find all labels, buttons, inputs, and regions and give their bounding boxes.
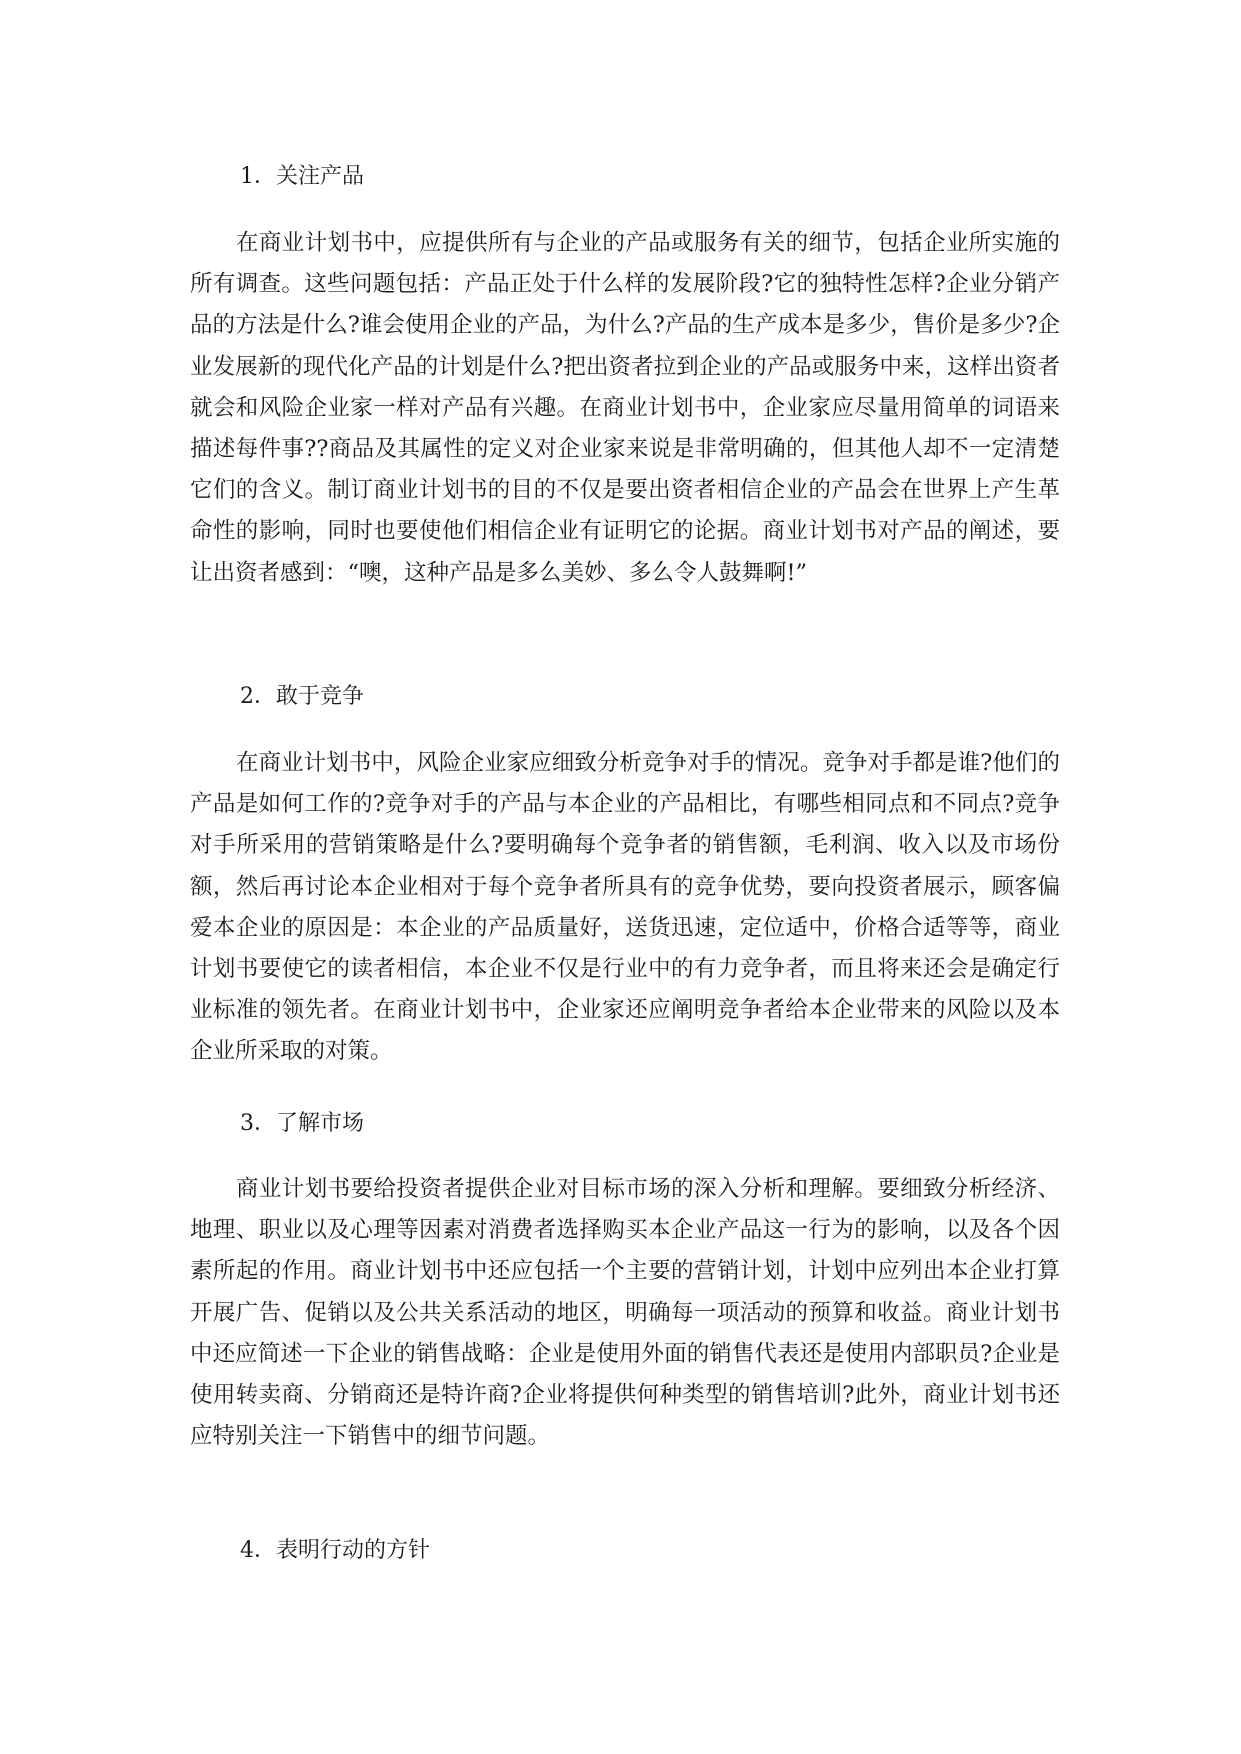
section-body-3: 商业计划书要给投资者提供企业对目标市场的深入分析和理解。要细致分析经济、地理、职业以及心理等因素对消费者选择购买本企业产品这一行为的影响，以及各个因素所起的作用。商业计划书中还应包括一个主要的营销计划，计划中应列出本企业打算开展广告、促销以及公共关系活动的地区，明确每一项活动的预算和收益。商业计划书中还应简述一下企业的销售战略：企业是使用外面的销售代表还是使用内部职员?企业是使用转卖商、分销商还是特许商?企业将提供何种类型的销售培训?此外，商业计划书还应特别关注一下销售中的细节问题。 — [190, 1176, 1060, 1450]
section-body-2: 在商业计划书中，风险企业家应细致分析竞争对手的情况。竞争对手都是谁?他们的产品是如何工作的?竞争对手的产品与本企业的产品相比，有哪些相同点和不同点?竞争对手所采用的营销策略是什么?要明确每个竞争者的销售额，毛利润、收入以及市场份额，然后再讨论本企业相对于每个竞争者所具有的竞争优势，要向投资者展示，顾客偏爱本企业的原因是：本企业的产品质量好，送货迅速，定位适中，价格合适等等，商业计划书要使它的读者相信，本企业不仅是行业中的有力竞争者，而且将来还会是确定行业标准的领先者。在商业计划书中，企业家还应阐明竞争者给本企业带来的风险以及本企业所采取的对策。 — [190, 750, 1060, 1065]
section-body-1: 在商业计划书中，应提供所有与企业的产品或服务有关的细节，包括企业所实施的所有调查。这些问题包括：产品正处于什么样的发展阶段?它的独特性怎样?企业分销产品的方法是什么?谁会使用企业的产品，为什么?产品的生产成本是多少，售价是多少?企业发展新的现代化产品的计划是什么?把出资者拉到企业的产品或服务中来，这样出资者就会和风险企业家一样对产品有兴趣。在商业计划书中，企业家应尽量用简单的词语来描述每件事??商品及其属性的定义对企业家来说是非常明确的，但其他人却不一定清楚它们的含义。制订商业计划书的目的不仅是要出资者相信企业的产品会在世界上产生革命性的影响，同时也要使他们相信企业有证明它的论据。商业计划书对产品的阐述，要让出资者感到：“噢，这种产品是多么美妙、多么令人鼓舞啊!” — [190, 230, 1060, 586]
section-heading-3: 3．了解市场 — [240, 1111, 364, 1136]
section-heading-4: 4．表明行动的方针 — [240, 1538, 430, 1563]
section-heading-1: 1．关注产品 — [240, 164, 364, 189]
section-heading-2: 2．敢于竞争 — [240, 684, 364, 709]
